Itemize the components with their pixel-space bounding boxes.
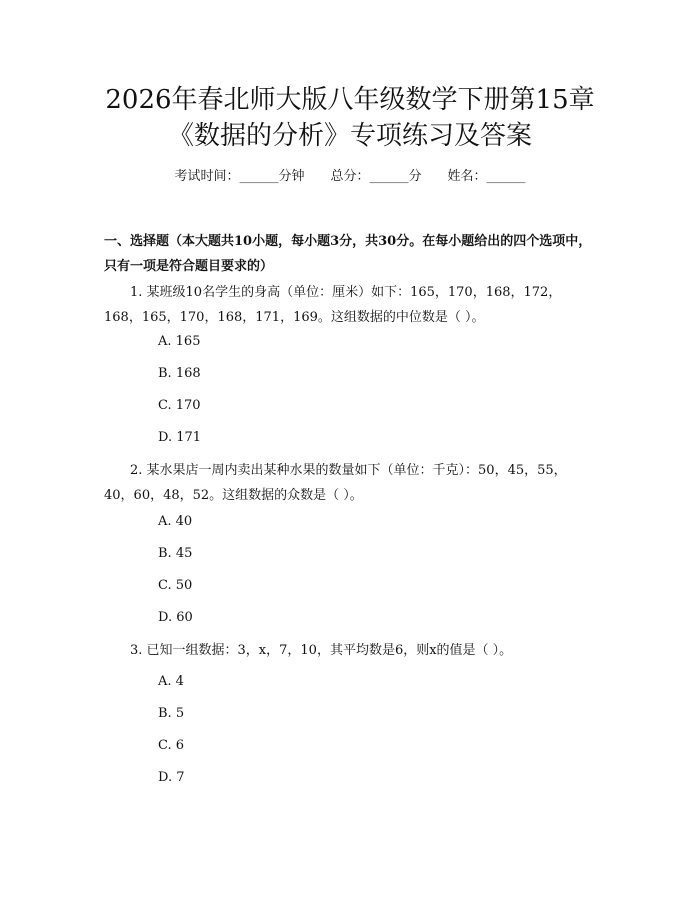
question-2-option-d: D. 60 <box>158 610 193 625</box>
question-1-option-a: A. 165 <box>158 334 201 349</box>
question-2-text: 2. 某水果店一周内卖出某种水果的数量如下（单位：千克）：50，45，55，40，60，48，52。这组数据的众数是（ ）。 <box>104 463 567 503</box>
question-3-option-a: A. 4 <box>158 674 184 689</box>
question-2-option-c: C. 50 <box>158 578 193 593</box>
document-title-line1: 2026年春北师大版八年级数学下册第15章 <box>105 85 595 115</box>
document-title-line2: 《数据的分析》专项练习及答案 <box>167 121 532 151</box>
total-score-field: 总分：______分 <box>330 169 422 184</box>
question-3-option-b: B. 5 <box>158 706 185 721</box>
exam-time-field: 考试时间：______分钟 <box>174 169 305 184</box>
question-3-option-d: D. 7 <box>158 770 185 785</box>
section-heading: 一、选择题（本大题共10小题，每小题3分，共30分。在每小题给出的四个选项中，只有一项是符合题目要求的） <box>104 234 592 274</box>
question-1-option-d: D. 171 <box>158 430 202 445</box>
student-name-field: 姓名：______ <box>447 169 526 184</box>
question-2-option-b: B. 45 <box>158 546 193 561</box>
question-3-option-c: C. 6 <box>158 738 185 753</box>
exam-info-row <box>60 166 640 188</box>
question-3-text: 3. 已知一组数据：3，x，7，10，其平均数是6，则x的值是（ ）。 <box>130 643 513 658</box>
question-1-option-b: B. 168 <box>158 366 201 381</box>
question-1-text: 1. 某班级10名学生的身高（单位：厘米）如下：165，170，168，172，168，165，170，168，171，169。这组数据的中位数是（ ）。 <box>104 285 562 325</box>
question-1-option-c: C. 170 <box>158 398 201 413</box>
question-2-option-a: A. 40 <box>158 514 193 529</box>
